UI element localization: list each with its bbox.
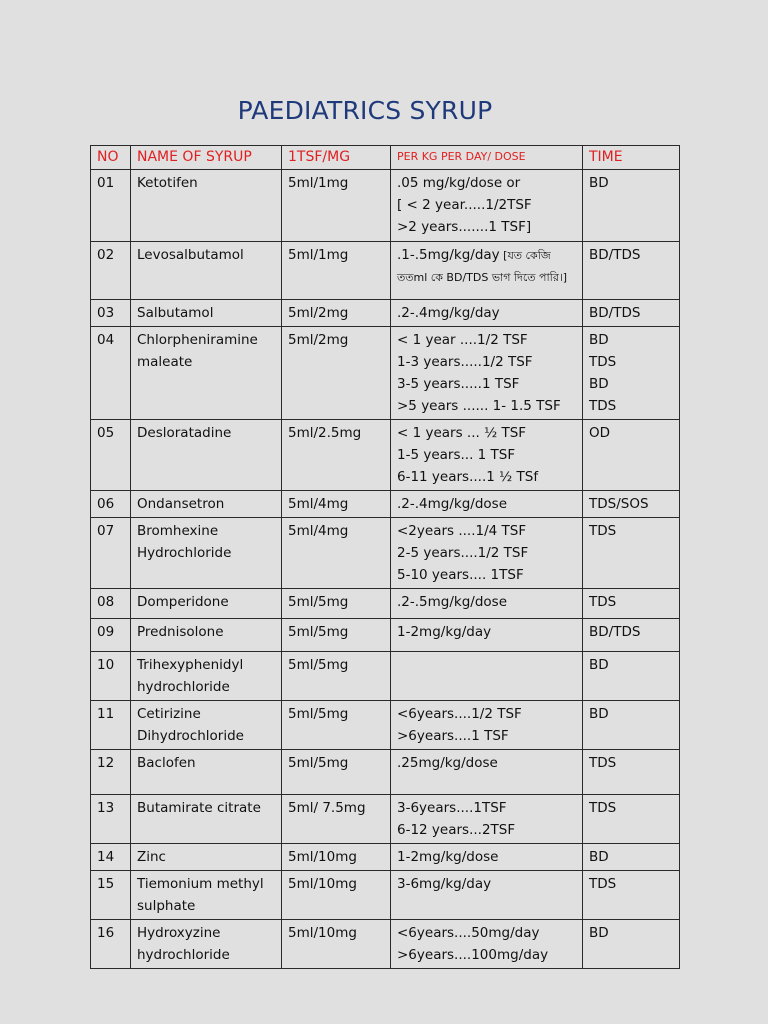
time-line: TDS: [589, 398, 617, 414]
header-row: [91, 146, 680, 170]
dose-line: .2-.4mg/kg/dose: [397, 496, 508, 512]
header-strength: 1TSF/MG: [282, 146, 391, 170]
dose-line: <2years ....1/4 TSF: [397, 523, 527, 539]
row-number: 12: [91, 750, 131, 795]
syrup-name: [131, 589, 282, 619]
syrup-name-line: hydrochloride: [137, 679, 230, 695]
table-row: [91, 871, 680, 920]
syrup-name-line: Hydrochloride: [137, 545, 232, 561]
row-number: 01: [91, 170, 131, 242]
dose-line: 1-2mg/kg/dose: [397, 849, 499, 865]
time-cell: [583, 491, 680, 518]
time-cell: [583, 300, 680, 327]
time-line: OD: [589, 425, 611, 441]
row-number: 16: [91, 920, 131, 969]
syrup-strength: 5ml/5mg: [282, 701, 391, 750]
row-number: 03: [91, 300, 131, 327]
time-cell: [583, 701, 680, 750]
time-cell: [583, 170, 680, 242]
syrup-name-line: sulphate: [137, 898, 196, 914]
dose-line: < 1 years ... ½ TSF: [397, 425, 527, 441]
time-line: TDS: [589, 800, 617, 816]
time-cell: [583, 652, 680, 701]
dose-line: >6years....1 TSF: [397, 728, 509, 744]
syrup-strength: 5ml/2.5mg: [282, 420, 391, 491]
syrup-name: [131, 750, 282, 795]
syrup-name-line: Levosalbutamol: [137, 247, 244, 263]
dose-cell: [391, 300, 583, 327]
dose-line: >5 years ...... 1- 1.5 TSF: [397, 398, 561, 414]
row-number: 14: [91, 844, 131, 871]
time-line: BD: [589, 849, 609, 865]
time-cell: [583, 619, 680, 652]
syrup-strength: 5ml/10mg: [282, 871, 391, 920]
table-row: [91, 589, 680, 619]
syrup-strength: 5ml/2mg: [282, 300, 391, 327]
dose-cell: [391, 795, 583, 844]
syrup-name: [131, 619, 282, 652]
dose-line: 1-5 years... 1 TSF: [397, 447, 516, 463]
row-number: 02: [91, 242, 131, 300]
time-line: BD: [589, 376, 609, 392]
page-title: PAEDIATRICS SYRUP: [237, 96, 493, 125]
syrup-name-line: Chlorpheniramine: [137, 332, 258, 348]
time-line: TDS: [589, 354, 617, 370]
dose-line: .2-.5mg/kg/dose: [397, 594, 508, 610]
syrup-name: [131, 795, 282, 844]
table-row: [91, 795, 680, 844]
table-row: [91, 844, 680, 871]
syrup-name: [131, 491, 282, 518]
row-number: 10: [91, 652, 131, 701]
dose-line: 1-2mg/kg/day: [397, 624, 492, 640]
time-line: TDS: [589, 876, 617, 892]
syrup-strength: 5ml/10mg: [282, 920, 391, 969]
syrup-name-line: Dihydrochloride: [137, 728, 244, 744]
syrup-strength: 5ml/ 7.5mg: [282, 795, 391, 844]
time-line: TDS: [589, 755, 617, 771]
dose-line: <6years....1/2 TSF: [397, 706, 522, 722]
dose-line: >2 years.......1 TSF]: [397, 219, 532, 235]
syrup-name-line: Tiemonium methyl: [137, 876, 264, 892]
table-row: [91, 750, 680, 795]
time-cell: [583, 518, 680, 589]
header-dose: PER KG PER DAY/ DOSE: [391, 146, 583, 170]
row-number: 07: [91, 518, 131, 589]
table-row: [91, 619, 680, 652]
dose-cell: [391, 242, 583, 300]
syrup-name: [131, 420, 282, 491]
time-line: BD: [589, 925, 609, 941]
time-line: TDS: [589, 523, 617, 539]
row-number: 08: [91, 589, 131, 619]
time-line: BD/TDS: [589, 247, 641, 263]
header-no: NO: [91, 146, 131, 170]
table-row: [91, 920, 680, 969]
syrup-name: [131, 844, 282, 871]
row-number: 15: [91, 871, 131, 920]
dose-note: [যত কেজি ততml কে BD/TDS ভাগ দিতে পারি।]: [397, 249, 568, 284]
dose-line: 6-11 years....1 ½ TSf: [397, 469, 539, 485]
time-cell: [583, 871, 680, 920]
syrup-name-line: Cetirizine: [137, 706, 201, 722]
table-row: [91, 420, 680, 491]
syrup-name: [131, 920, 282, 969]
table-row: [91, 518, 680, 589]
time-line: BD/TDS: [589, 624, 641, 640]
dose-line: <6years....50mg/day: [397, 925, 540, 941]
syrup-table: [90, 145, 680, 969]
syrup-name: [131, 327, 282, 420]
header-time: TIME: [583, 146, 680, 170]
time-cell: [583, 795, 680, 844]
syrup-name-line: Bromhexine: [137, 523, 219, 539]
dose-line: 2-5 years....1/2 TSF: [397, 545, 529, 561]
dose-line: < 1 year ....1/2 TSF: [397, 332, 528, 348]
syrup-strength: 5ml/10mg: [282, 844, 391, 871]
syrup-name-line: Trihexyphenidyl: [137, 657, 244, 673]
dose-cell: [391, 871, 583, 920]
dose-cell: [391, 420, 583, 491]
row-number: 04: [91, 327, 131, 420]
syrup-name-line: Ondansetron: [137, 496, 225, 512]
syrup-name-line: Desloratadine: [137, 425, 232, 441]
syrup-name: [131, 652, 282, 701]
dose-cell: [391, 491, 583, 518]
dose-cell: [391, 920, 583, 969]
row-number: 13: [91, 795, 131, 844]
syrup-name-line: Ketotifen: [137, 175, 198, 191]
table-row: [91, 170, 680, 242]
syrup-strength: 5ml/1mg: [282, 170, 391, 242]
dose-cell: [391, 518, 583, 589]
syrup-name-line: Salbutamol: [137, 305, 214, 321]
row-number: 11: [91, 701, 131, 750]
time-cell: [583, 844, 680, 871]
syrup-strength: 5ml/4mg: [282, 518, 391, 589]
dose-line: .1-.5mg/kg/day: [397, 247, 500, 263]
dose-cell: [391, 619, 583, 652]
syrup-name-line: Hydroxyzine: [137, 925, 221, 941]
syrup-strength: 5ml/4mg: [282, 491, 391, 518]
dose-cell: [391, 170, 583, 242]
syrup-name-line: Zinc: [137, 849, 166, 865]
syrup-name-line: maleate: [137, 354, 193, 370]
dose-line: 1-3 years.....1/2 TSF: [397, 354, 533, 370]
dose-cell: [391, 844, 583, 871]
row-number: 05: [91, 420, 131, 491]
time-cell: [583, 420, 680, 491]
time-line: BD: [589, 175, 609, 191]
syrup-strength: 5ml/5mg: [282, 652, 391, 701]
dose-line: 3-6years....1TSF: [397, 800, 507, 816]
table-row: [91, 300, 680, 327]
dose-cell: [391, 589, 583, 619]
row-number: 09: [91, 619, 131, 652]
dose-cell: [391, 327, 583, 420]
syrup-strength: 5ml/1mg: [282, 242, 391, 300]
syrup-name: [131, 871, 282, 920]
syrup-name-line: Prednisolone: [137, 624, 224, 640]
time-line: BD: [589, 332, 609, 348]
syrup-name: [131, 300, 282, 327]
time-line: TDS/SOS: [589, 496, 649, 512]
time-cell: [583, 242, 680, 300]
dose-line: 3-5 years.....1 TSF: [397, 376, 520, 392]
table-row: [91, 701, 680, 750]
time-cell: [583, 920, 680, 969]
time-cell: [583, 750, 680, 795]
syrup-name: [131, 242, 282, 300]
dose-cell: [391, 750, 583, 795]
syrup-strength: 5ml/2mg: [282, 327, 391, 420]
time-line: TDS: [589, 594, 617, 610]
syrup-name-line: Baclofen: [137, 755, 196, 771]
syrup-strength: 5ml/5mg: [282, 589, 391, 619]
syrup-strength: 5ml/5mg: [282, 750, 391, 795]
time-line: BD: [589, 657, 609, 673]
syrup-name-line: Domperidone: [137, 594, 229, 610]
table-row: [91, 327, 680, 420]
dose-cell: [391, 652, 583, 701]
dose-cell: [391, 701, 583, 750]
time-cell: [583, 589, 680, 619]
syrup-name: [131, 170, 282, 242]
dose-line: .05 mg/kg/dose or: [397, 175, 521, 191]
syrup-strength: 5ml/5mg: [282, 619, 391, 652]
table-row: [91, 242, 680, 300]
dose-line: >6years....100mg/day: [397, 947, 549, 963]
time-cell: [583, 327, 680, 420]
table-row: [91, 652, 680, 701]
syrup-name: [131, 701, 282, 750]
dose-line: 5-10 years.... 1TSF: [397, 567, 524, 583]
row-number: 06: [91, 491, 131, 518]
time-line: BD/TDS: [589, 305, 641, 321]
syrup-name-line: Butamirate citrate: [137, 800, 261, 816]
syrup-name-line: hydrochloride: [137, 947, 230, 963]
time-line: BD: [589, 706, 609, 722]
table-body: [91, 170, 680, 969]
table-row: [91, 491, 680, 518]
dose-line: .2-.4mg/kg/day: [397, 305, 500, 321]
dose-line: [ < 2 year.....1/2TSF: [397, 197, 532, 213]
dose-line: .25mg/kg/dose: [397, 755, 498, 771]
dose-line: 6-12 years...2TSF: [397, 822, 516, 838]
dose-line: 3-6mg/kg/day: [397, 876, 492, 892]
syrup-name: [131, 518, 282, 589]
header-name: NAME OF SYRUP: [131, 146, 282, 170]
